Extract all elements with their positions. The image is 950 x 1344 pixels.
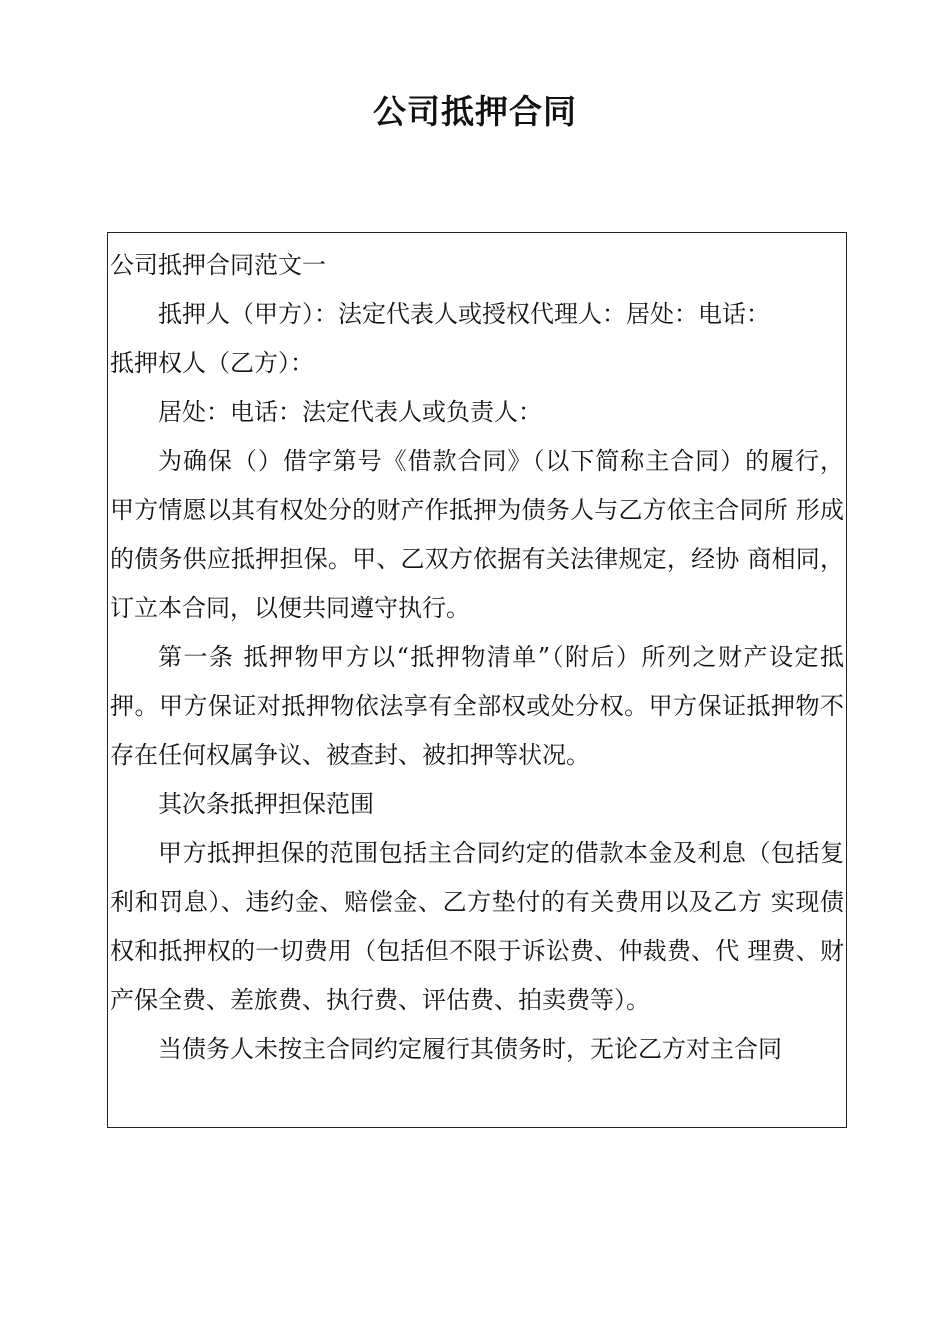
paragraph-article-1: 第一条 抵押物甲方以“抵押物清单”（附后）所列之财产设定抵押。甲方保证对抵押物依法享有全部权或处分权。甲方保证抵押物不存在任何权属争议、被查封、被扣押等状况。 bbox=[110, 643, 844, 769]
paragraph-address-phone: 居处：电话：法定代表人或负责人： bbox=[158, 398, 542, 426]
paragraph-article-2-scope: 甲方抵押担保的范围包括主合同约定的借款本金及利息（包括复利和罚息）、违约金、赔偿金、乙方垫付的有关费用以及乙方 实现债权和抵押权的一切费用（包括但不限于诉讼费、仲裁费、代 理费、财产保全费、差旅费、执行费、评估费、拍卖费等）。 bbox=[110, 839, 844, 1014]
paragraph-mortgagor: 抵押人（甲方）：法定代表人或授权代理人：居处：电话： bbox=[158, 300, 770, 328]
document-body-box bbox=[107, 232, 847, 1128]
page-title: 公司抵押合同 bbox=[373, 92, 577, 131]
paragraph-article-2-heading: 其次条抵押担保范围 bbox=[158, 790, 374, 818]
paragraph-section-heading: 公司抵押合同范文一 bbox=[110, 251, 326, 279]
paragraph-default-clause: 当债务人未按主合同约定履行其债务时，无论乙方对主合同 bbox=[158, 1035, 782, 1063]
document-body-text bbox=[108, 233, 846, 1074]
paragraph-mortgagee: 抵押权人（乙方）： bbox=[110, 349, 314, 377]
paragraph-preamble: 为确保（）借字第号《借款合同》（以下简称主合同）的履行， 甲方情愿以其有权处分的财产作抵押为债务人与乙方依主合同所 形成的债务供应抵押担保。甲、乙双方依据有关法律规定，经协 商相同，订立本合同，以便共同遵守执行。 bbox=[110, 447, 844, 622]
